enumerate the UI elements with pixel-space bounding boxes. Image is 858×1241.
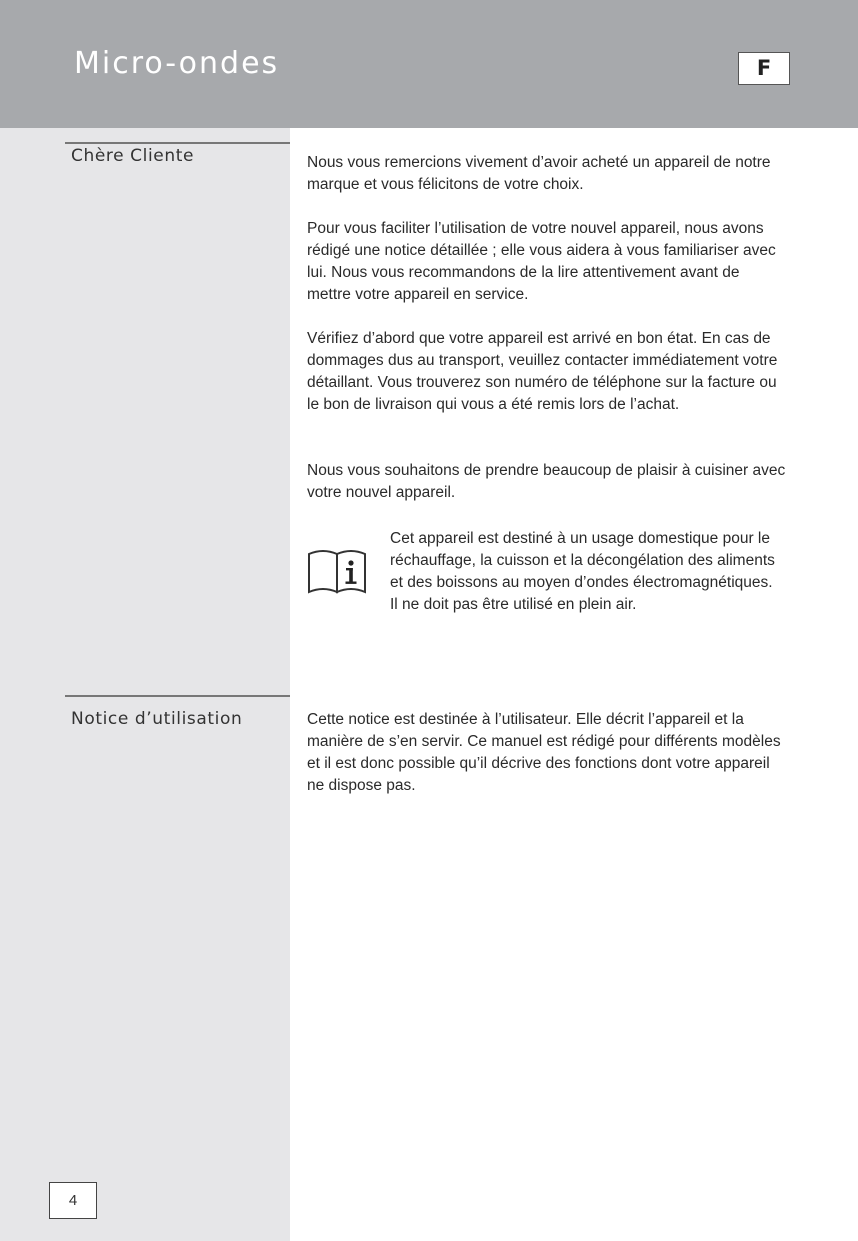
page-title: Micro-ondes [74,46,280,81]
paragraph-thanks: Nous vous remercions vivement d’avoir acheté un appareil de notre marque et vous félicitons de votre choix. [307,154,771,193]
info-note-line: Il ne doit pas être utilisé en plein air. [390,596,637,613]
info-manual-icon [306,548,368,596]
language-badge: F [738,52,790,85]
section-divider [65,695,290,697]
page-number: 4 [49,1182,97,1219]
section-label-chere-cliente: Chère Cliente [71,146,195,166]
paragraph-notice: Cette notice est destinée à l’utilisateur. Elle décrit l’appareil et la manière de s’en servir. Ce manuel est rédigé pour différents modèles et il est donc possible qu’il décrive des fonctions dont votre appareil ne dispose pas. [307,711,781,794]
page-header [0,0,858,128]
info-note-line: Cet appareil est destiné à un usage domestique pour le réchauffage, la cuisson et la décongélation des aliments et des boissons au moyen d’ondes électromagnétiques. [390,530,775,591]
section-divider [65,142,290,144]
section-label-notice: Notice d’utilisation [71,709,243,729]
sidebar [0,128,290,1241]
paragraph-usage: Pour vous faciliter l’utilisation de votre nouvel appareil, nous avons rédigé une notice détaillée ; elle vous aidera à vous familiariser avec lui. Nous vous recommandons de la lire attentivement avant de mettre votre appareil en service. [307,220,776,303]
paragraph-wish: Nous vous souhaitons de prendre beaucoup de plaisir à cuisiner avec votre nouvel appareil. [307,462,786,501]
info-note [390,528,790,616]
paragraph-check: Vérifiez d’abord que votre appareil est arrivé en bon état. En cas de dommages dus au transport, veuillez contacter immédiatement votre détaillant. Vous trouverez son numéro de téléphone sur la facture ou le bon de livraison qui vous a été remis lors de l’achat. [307,330,778,413]
